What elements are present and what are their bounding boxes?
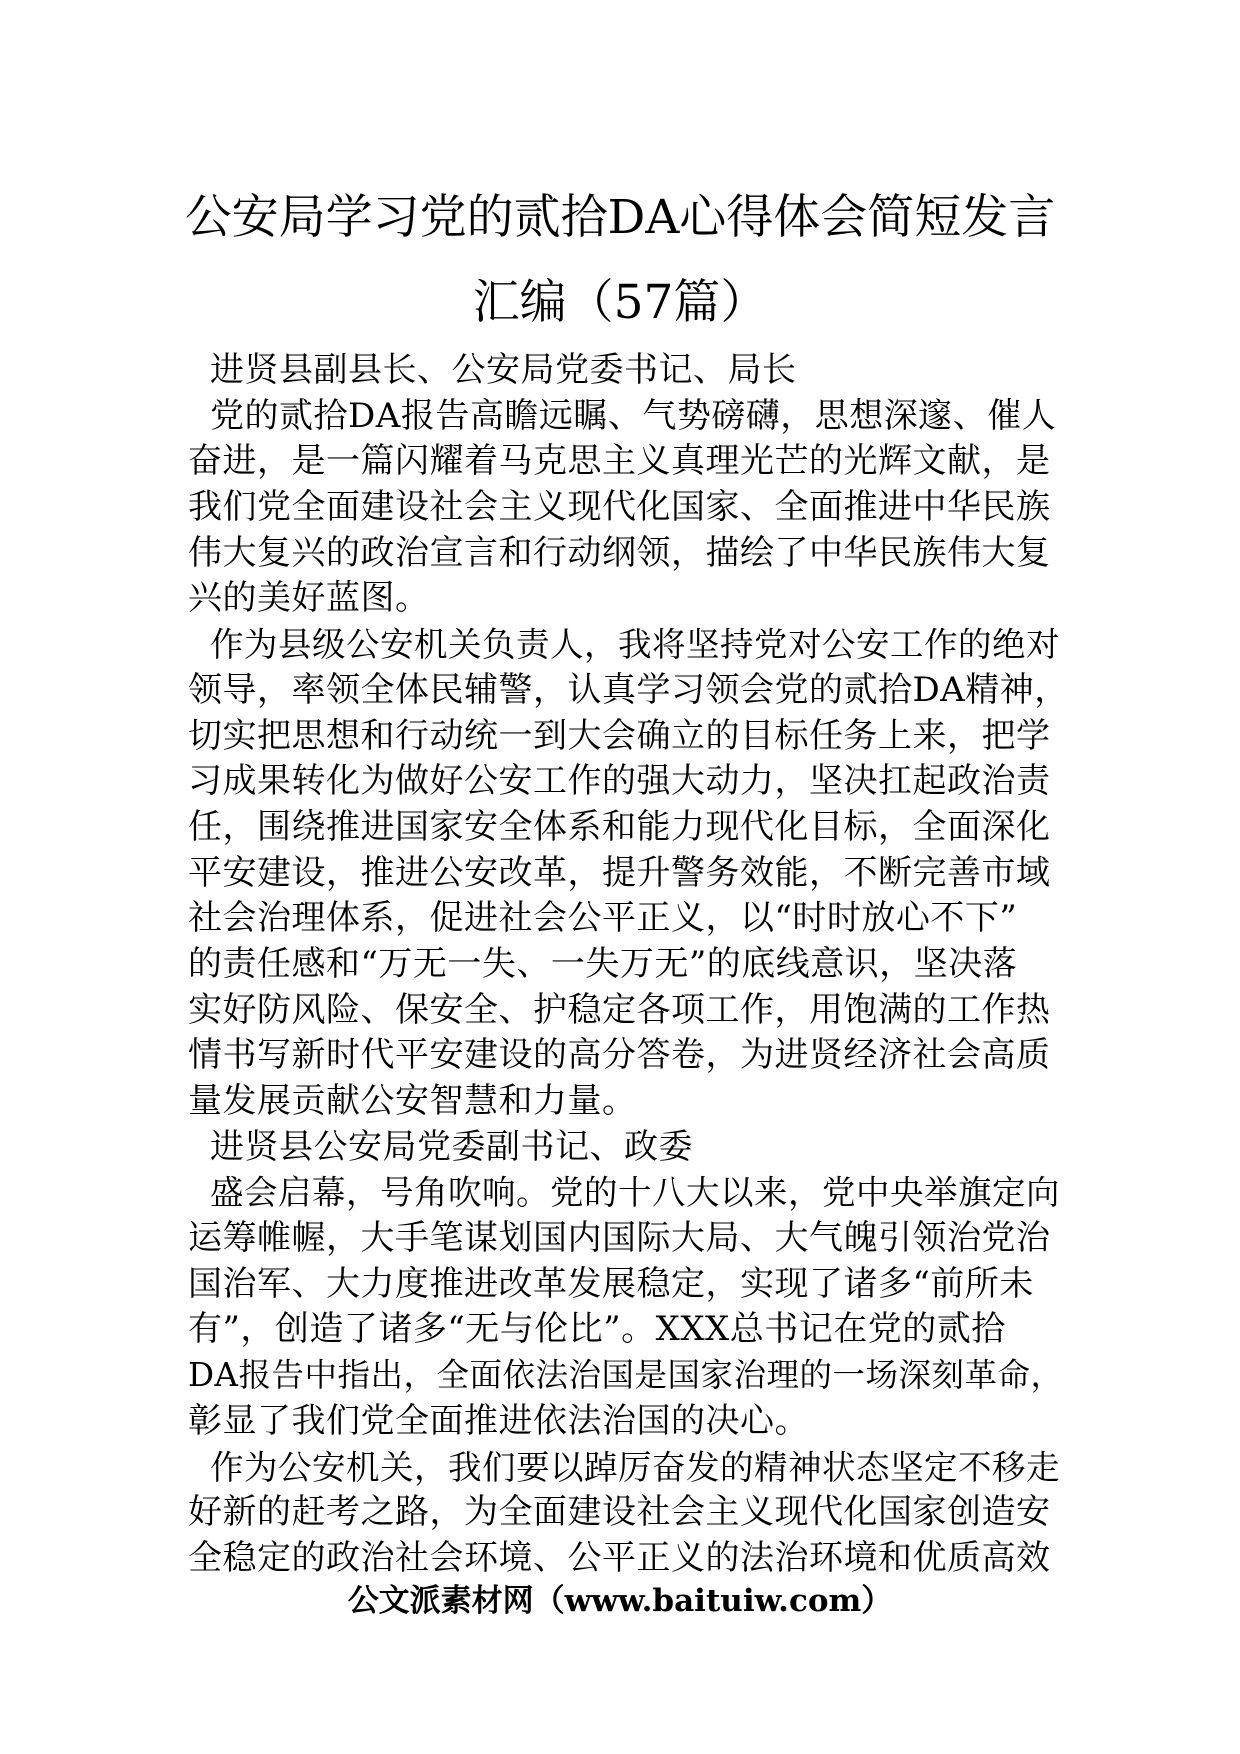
body-text-line: 彰显了我们党全面推进依法治国的决心。	[188, 1400, 809, 1441]
body-text-line: 社会治理体系，促进社会公平正义，以“时时放心不下”	[188, 898, 1018, 939]
body-text-line: 平安建设，推进公安改革，提升警务效能，不断完善市域	[188, 852, 1051, 893]
body-text-line: 的责任感和“万无一失、一失万无”的底线意识，坚决落	[188, 943, 1018, 984]
body-text-line: 党的贰拾DA报告高瞻远瞩、气势磅礴，思想深邃、催人	[210, 395, 1057, 436]
body-text-line: 切实把思想和行动统一到大会确立的目标任务上来，把学	[188, 715, 1051, 756]
body-text-line: 有”，创造了诸多“无与伦比”。XXX总书记在党的贰拾	[188, 1309, 1006, 1350]
document-title-line-2: 汇编（57篇）	[472, 275, 768, 330]
body-text-line: 运筹帷幄，大手笔谋划国内国际大局、大气魄引领治党治	[188, 1218, 1051, 1259]
body-text-line: 进贤县公安局党委副书记、政委	[210, 1126, 693, 1167]
body-text-line: 盛会启幕，号角吹响。党的十八大以来，党中央举旗定向	[210, 1173, 1060, 1213]
body-text-line: 作为公安机关，我们要以踔厉奋发的精神状态坚定不移走	[210, 1447, 1060, 1487]
document-title-line-1: 公安局学习党的贰拾DA心得体会简短发言	[184, 190, 1056, 245]
body-text-line: 伟大复兴的政治宣言和行动纲领，描绘了中华民族伟大复	[188, 532, 1051, 573]
body-text-line: 全稳定的政治社会环境、公平正义的法治环境和优质高效	[188, 1537, 1051, 1578]
body-text-line: 情书写新时代平安建设的高分答卷，为进贤经济社会高质	[188, 1035, 1051, 1076]
document-body	[188, 348, 1068, 1582]
body-text-line: 奋进，是一篇闪耀着马克思主义真理光芒的光辉文献，是	[188, 441, 1051, 482]
body-text-line: 国治军、大力度推进改革发展稳定，实现了诸多“前所未	[188, 1263, 1034, 1304]
footer-source: 公文派素材网（www.baituiw.com）	[347, 1583, 893, 1619]
body-text-line: 兴的美好蓝图。	[188, 578, 430, 619]
body-text-line: DA报告中指出，全面依法治国是国家治理的一场深刻革命，	[188, 1356, 1064, 1395]
body-text-line: 领导，率领全体民辅警，认真学习领会党的贰拾DA精神，	[188, 669, 1069, 710]
body-text-line: 实好防风险、保安全、护稳定各项工作，用饱满的工作热	[188, 989, 1051, 1030]
body-text-line: 量发展贡献公安智慧和力量。	[188, 1081, 637, 1121]
body-text-line: 进贤县副县长、公安局党委书记、局长	[210, 350, 797, 390]
body-text-line: 我们党全面建设社会主义现代化国家、全面推进中华民族	[188, 487, 1051, 528]
body-text-line: 习成果转化为做好公安工作的强大动力，坚决扛起政治责	[188, 761, 1051, 802]
body-text-line: 作为县级公安机关负责人，我将坚持党对公安工作的绝对	[210, 625, 1060, 665]
body-text-line: 好新的赶考之路，为全面建设社会主义现代化国家创造安	[188, 1492, 1051, 1533]
body-text-line: 任，围绕推进国家安全体系和能力现代化目标，全面深化	[188, 806, 1051, 847]
